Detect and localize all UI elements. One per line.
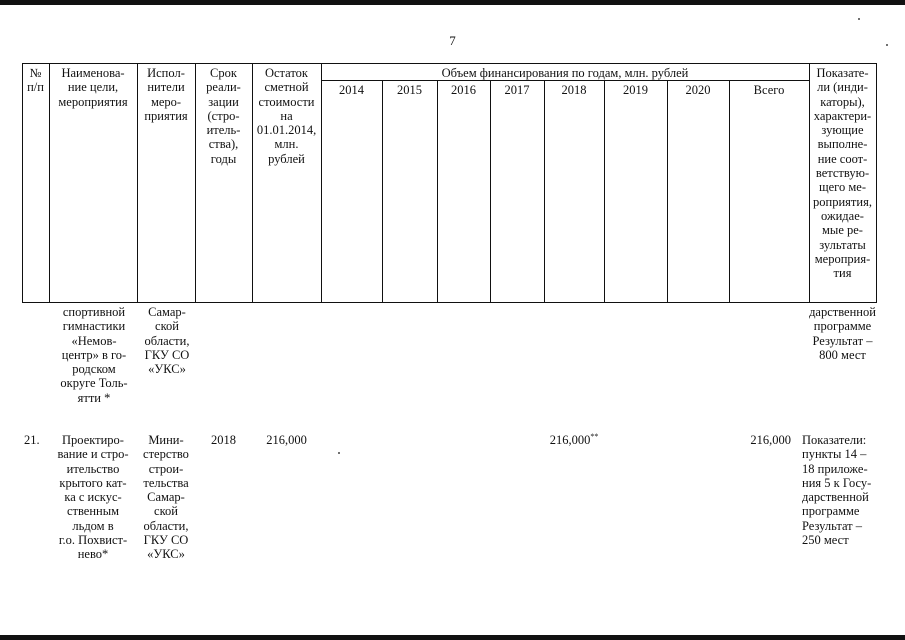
bottom-border-bar: [0, 635, 905, 640]
row21-executors: Мини- стерство строи- тельства Самар- ской области, ГКУ СО «УКС»: [143, 433, 189, 562]
row21-total: 216,000: [750, 433, 791, 447]
header-indicators: Показате- ли (инди- каторы), характери- зующие выполне- ние соот- ветствую- щего ме- роприятия, ожидае- мые ре- зультаты мероприя- тия: [813, 66, 872, 281]
header-num: № п/п: [27, 66, 44, 95]
header-year: 2017: [504, 83, 530, 97]
year-col-line: [544, 80, 545, 302]
continued-row-name: спортивной гимнастики «Немов- центр» в го- родском округе Толь- ятти *: [60, 305, 128, 405]
header-year: 2016: [451, 83, 476, 97]
year-col-line: [729, 80, 730, 302]
row21-num: 21.: [24, 433, 40, 447]
scan-speck: [858, 18, 860, 20]
row21-remainder: 216,000: [266, 433, 307, 447]
year-col-line: [667, 80, 668, 302]
row21-term: 2018: [211, 433, 236, 447]
header-executors: Испол- нители меро- приятия: [144, 66, 188, 123]
year-col-line: [490, 80, 491, 302]
row21-2018-amount: 216,000: [549, 433, 591, 447]
page-number: 7: [449, 33, 456, 48]
header-remainder: Остаток сметной стоимости на 01.01.2014, млн. рублей: [256, 66, 317, 166]
table-top-border: [22, 63, 877, 64]
row21-2018-value: [544, 433, 604, 447]
year-col-line: [437, 80, 438, 302]
col-line: [321, 63, 322, 303]
row21-2018-footnote-mark: **: [590, 431, 599, 441]
header-term: Срок реали- зации (стро- итель- ства), годы: [206, 66, 241, 166]
year-col-line: [382, 80, 383, 302]
top-border-bar: [0, 0, 905, 5]
continued-row-executors: Самар- ской области, ГКУ СО «УКС»: [144, 305, 190, 377]
header-year: 2014: [339, 83, 364, 97]
header-bottom-border: [22, 302, 877, 303]
row21-indicators: Показатели: пункты 14 – 18 приложе- ния 5 к Госу- дарственной программе Результат – 250 мест: [802, 433, 872, 548]
header-year: 2018: [561, 83, 587, 97]
header-year: 2020: [685, 83, 711, 97]
col-line: [876, 63, 877, 303]
header-year: 2015: [397, 83, 422, 97]
col-line: [22, 63, 23, 303]
header-total: Всего: [753, 83, 785, 97]
header-year: 2019: [623, 83, 648, 97]
header-financing: Объем финансирования по годам, млн. рублей: [441, 66, 689, 80]
row21-name: Проектиро- вание и стро- ительство крытого кат- ка с искус- ственным льдом в г.о. Похвист- нево*: [57, 433, 129, 562]
scan-speck: [338, 452, 340, 454]
header-name: Наименова- ние цели, мероприятия: [58, 66, 128, 109]
year-col-line: [604, 80, 605, 302]
continued-row-indicators: дарственной программе Результат – 800 мест: [809, 305, 876, 362]
